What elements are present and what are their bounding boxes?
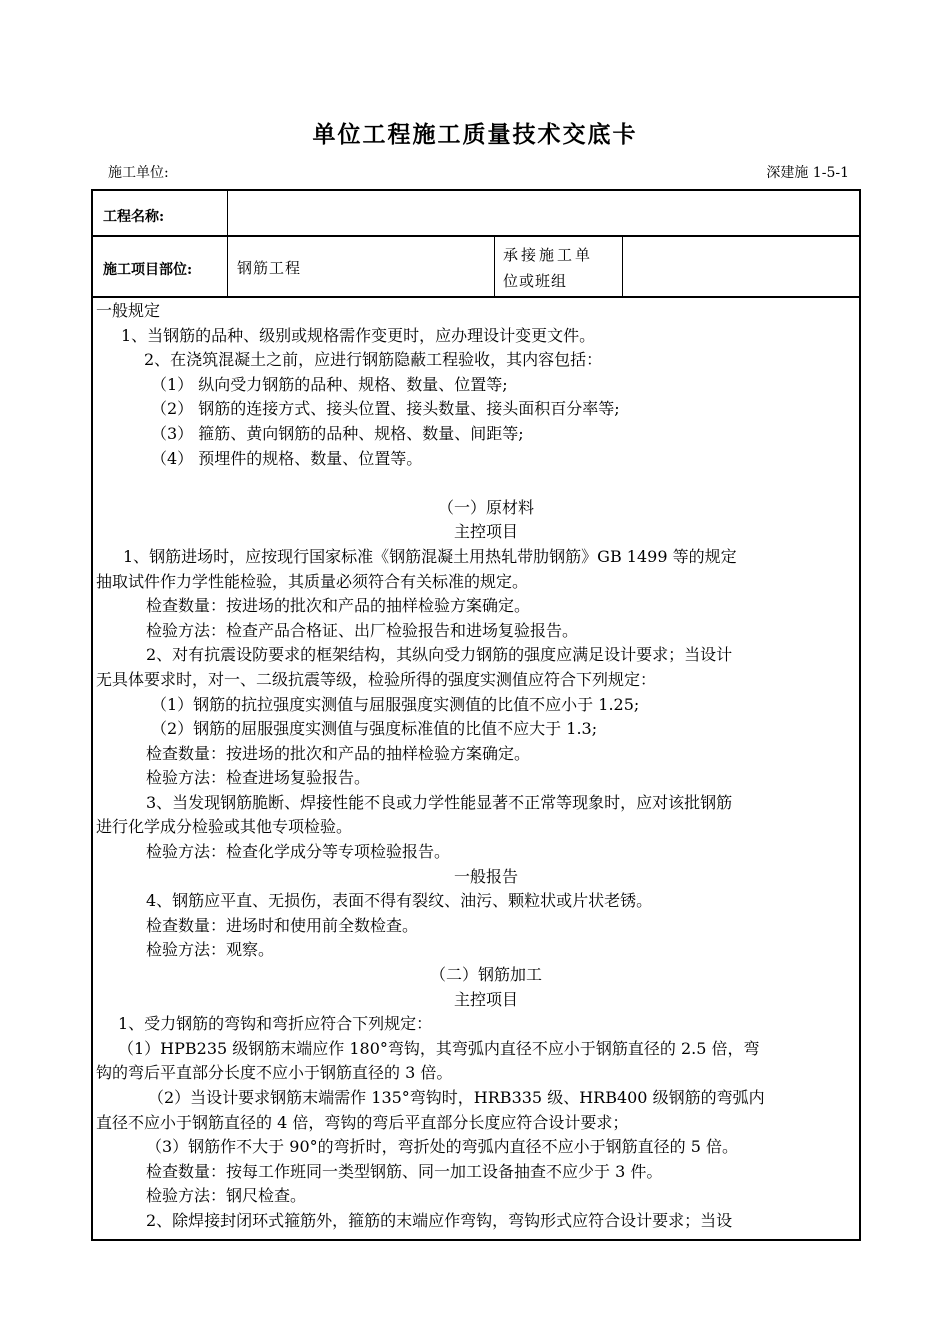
content-paragraph: 4、钢筋应平直、无损伤，表面不得有裂纹、油污、颗粒状或片状老锈。 [146, 891, 653, 911]
project-name-label: 工程名称: [103, 209, 165, 225]
content-paragraph: 钩的弯后平直部分长度不应小于钢筋直径的 3 倍。 [96, 1063, 453, 1083]
construction-part-value: 钢筋工程 [237, 259, 302, 277]
section-heading: （一）原材料 [437, 497, 534, 517]
contractor-label-line1: 承接施工单 [503, 246, 594, 264]
content-list-item: （1）钢筋的抗拉强度实测值与屈服强度实测值的比值不应小于 1.25; [151, 694, 640, 714]
content-paragraph: 直径不应小于钢筋直径的 4 倍，弯钩的弯后平直部分长度应符合设计要求； [96, 1112, 629, 1132]
document-title: 单位工程施工质量技术交底卡 [312, 121, 638, 148]
content-list-item: （1）HPB235 级钢筋末端应作 180°弯钩，其弯弧内直径不应小于钢筋直径的 2.5 倍，弯 [118, 1038, 760, 1058]
blank-line [96, 471, 856, 496]
content-list-item: （4） 预埋件的规格、数量、位置等。 [151, 448, 423, 468]
row-divider [93, 235, 859, 237]
subsection-heading: 一般报告 [453, 866, 518, 886]
column-divider [227, 191, 228, 298]
construction-unit-label: 施工单位: [108, 165, 169, 181]
content-list-item: （1） 纵向受力钢筋的品种、规格、数量、位置等; [151, 374, 508, 394]
construction-part-label: 施工项目部位: [103, 262, 193, 278]
column-divider [622, 237, 623, 298]
content-paragraph: 1、钢筋进场时，应按现行国家标准《钢筋混凝土用热轧带肋钢筋》GB 1499 等的规定 [123, 546, 737, 566]
content-paragraph: 2、除焊接封闭环式箍筋外，箍筋的末端应作弯钩，弯钩形式应符合设计要求；当设 [146, 1210, 733, 1230]
section-heading: 一般规定 [96, 301, 161, 320]
content-paragraph: 2、对有抗震设防要求的框架结构，其纵向受力钢筋的强度应满足设计要求；当设计 [146, 645, 733, 665]
content-paragraph: 检验方法：检查进场复验报告。 [146, 768, 371, 788]
content-paragraph: 检验方法：检查产品合格证、出厂检验报告和进场复验报告。 [146, 620, 579, 640]
disclosure-content [96, 299, 856, 1234]
content-list-item: （3） 箍筋、黄向钢筋的品种、规格、数量、间距等; [151, 423, 524, 443]
content-paragraph: 3、当发现钢筋脆断、焊接性能不良或力学性能显著不正常等现象时，应对该批钢筋 [146, 792, 733, 812]
content-paragraph: 检查数量：进场时和使用前全数检查。 [146, 915, 419, 935]
content-paragraph: 无具体要求时，对一、二级抗震等级，检验所得的强度实测值应符合下列规定： [96, 669, 657, 689]
content-paragraph: 检查数量：按每工作班同一类型钢筋、同一加工设备抽查不应少于 3 件。 [146, 1161, 663, 1181]
content-list-item: （3）钢筋作不大于 90°的弯折时，弯折处的弯弧内直径不应小于钢筋直径的 5 倍。 [146, 1137, 738, 1157]
subsection-heading: 主控项目 [453, 522, 518, 542]
content-paragraph: 1、当钢筋的品种、级别或规格需作变更时，应办理设计变更文件。 [121, 325, 596, 345]
column-divider [494, 237, 495, 298]
content-paragraph: 抽取试件作力学性能检验，其质量必须符合有关标准的规定。 [96, 571, 529, 591]
document-code: 深建施 1-5-1 [766, 165, 849, 181]
content-paragraph: 2、在浇筑混凝土之前，应进行钢筋隐蔽工程验收，其内容包括： [144, 350, 603, 370]
content-list-item: （2）当设计要求钢筋末端需作 135°弯钩时，HRB335 级、HRB400 级钢筋的弯弧内 [148, 1088, 765, 1107]
content-paragraph: 检查数量：按进场的批次和产品的抽样检验方案确定。 [146, 743, 531, 763]
content-paragraph: 检验方法：观察。 [146, 940, 275, 960]
content-paragraph: 检验方法：钢尺检查。 [146, 1186, 307, 1206]
row-divider [93, 296, 859, 298]
content-list-item: （2） 钢筋的连接方式、接头位置、接头数量、接头面积百分率等; [151, 399, 620, 419]
content-paragraph: 进行化学成分检验或其他专项检验。 [96, 817, 353, 837]
subsection-heading: 主控项目 [453, 989, 518, 1009]
content-list-item: （2）钢筋的屈服强度实测值与强度标准值的比值不应大于 1.3; [151, 719, 598, 739]
content-paragraph: 检验方法：检查化学成分等专项检验报告。 [146, 842, 451, 862]
contractor-label-line2: 位或班组 [503, 272, 568, 290]
section-heading: （二）钢筋加工 [429, 965, 542, 985]
content-paragraph: 检查数量：按进场的批次和产品的抽样检验方案确定。 [146, 596, 531, 616]
content-paragraph: 1、受力钢筋的弯钩和弯折应符合下列规定： [118, 1014, 433, 1034]
